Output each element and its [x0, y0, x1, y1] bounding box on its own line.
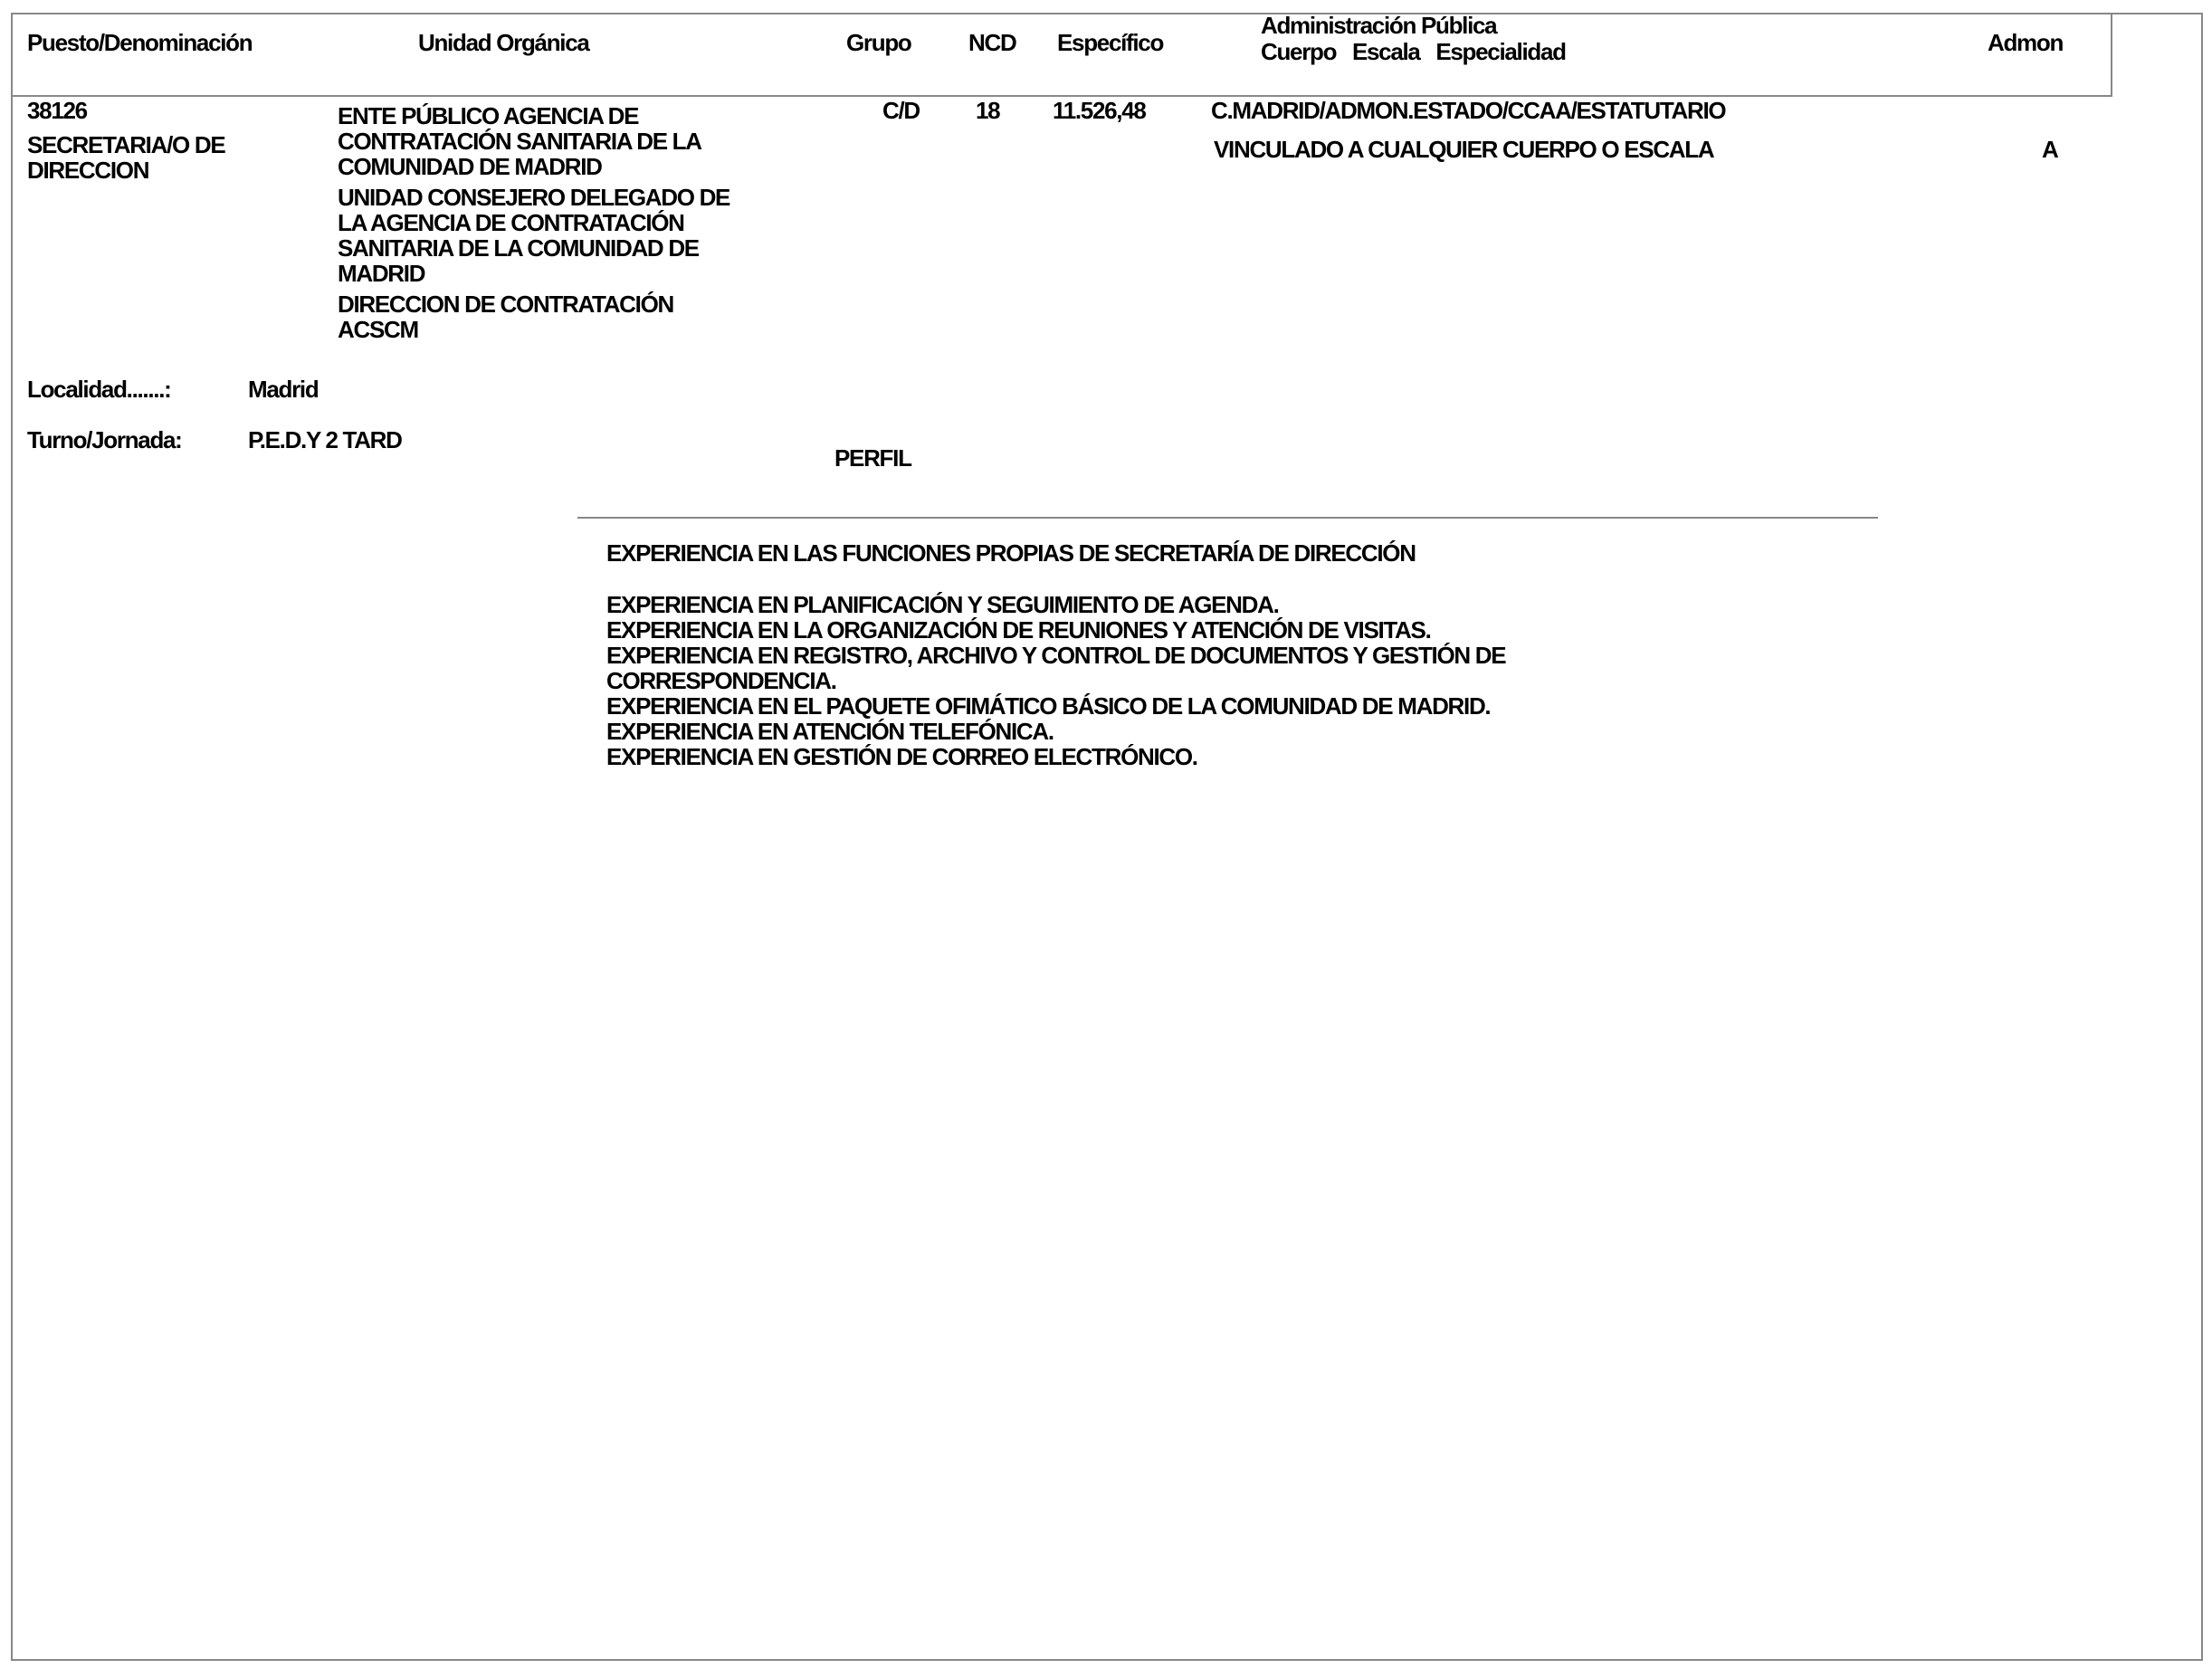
cuerpo-value: VINCULADO A CUALQUIER CUERPO O ESCALA — [1214, 136, 1714, 163]
header-grupo: Grupo — [846, 29, 911, 56]
perfil-main: EXPERIENCIA EN LAS FUNCIONES PROPIAS DE SECRETARÍA DE DIRECCIÓN — [606, 539, 1416, 567]
position-code: 38126 — [27, 97, 87, 124]
turno-label: Turno/Jornada: — [27, 426, 182, 453]
turno-value: P.E.D.Y 2 TARD — [248, 426, 402, 453]
especifico-value: 11.526,48 — [1053, 97, 1146, 124]
administracion-value: C.MADRID/ADMON.ESTADO/CCAA/ESTATUTARIO — [1211, 97, 1726, 124]
perfil-divider — [577, 517, 1878, 519]
position-title — [27, 132, 224, 183]
requirement-item: EXPERIENCIA EN EL PAQUETE OFIMÁTICO BÁSICO DE LA COMUNIDAD DE MADRID. — [606, 692, 1491, 720]
admon-value: A — [2042, 136, 2058, 163]
unidad-line: COMUNIDAD DE MADRID — [338, 153, 602, 180]
perfil-label: PERFIL — [834, 444, 911, 472]
header-ncd: NCD — [968, 29, 1016, 56]
requirement-item: EXPERIENCIA EN REGISTRO, ARCHIVO Y CONTROL DE DOCUMENTOS Y GESTIÓN DE — [606, 642, 1506, 669]
position-title-line: SECRETARIA/O DE — [27, 131, 225, 158]
header-especifico: Específico — [1057, 29, 1164, 56]
localidad-label: Localidad.......: — [27, 376, 171, 403]
unidad-line: ACSCM — [338, 316, 418, 343]
unidad-line: CONTRATACIÓN SANITARIA DE LA — [338, 128, 701, 155]
header-cuerpo-escala: Cuerpo Escala Especialidad — [1261, 38, 1566, 65]
requirement-item: EXPERIENCIA EN LA ORGANIZACIÓN DE REUNIONES Y ATENCIÓN DE VISITAS. — [606, 616, 1431, 644]
localidad-value: Madrid — [248, 376, 319, 403]
grupo-value: C/D — [882, 97, 920, 124]
unidad-organica — [338, 103, 729, 342]
unidad-line: LA AGENCIA DE CONTRATACIÓN — [338, 209, 684, 236]
header-admon: Admon — [1988, 29, 2064, 56]
ncd-value: 18 — [976, 97, 1000, 124]
unidad-line: DIRECCION DE CONTRATACIÓN — [338, 291, 673, 318]
unidad-line: MADRID — [338, 260, 425, 287]
requirement-item: CORRESPONDENCIA. — [606, 667, 836, 694]
position-title-line: DIRECCION — [27, 157, 149, 184]
header-unidad: Unidad Orgánica — [418, 29, 589, 56]
unidad-line: ENTE PÚBLICO AGENCIA DE — [338, 102, 639, 129]
requirement-item: EXPERIENCIA EN ATENCIÓN TELEFÓNICA. — [606, 718, 1054, 745]
perfil-requirements — [606, 592, 1505, 769]
header-puesto: Puesto/Denominación — [27, 29, 253, 56]
unidad-line: SANITARIA DE LA COMUNIDAD DE — [338, 234, 699, 262]
header-administracion-publica: Administración Pública — [1261, 12, 1497, 39]
requirement-item: EXPERIENCIA EN GESTIÓN DE CORREO ELECTRÓNICO. — [606, 743, 1197, 770]
requirement-item: EXPERIENCIA EN PLANIFICACIÓN Y SEGUIMIENTO DE AGENDA. — [606, 591, 1279, 618]
unidad-line: UNIDAD CONSEJERO DELEGADO DE — [338, 184, 730, 211]
